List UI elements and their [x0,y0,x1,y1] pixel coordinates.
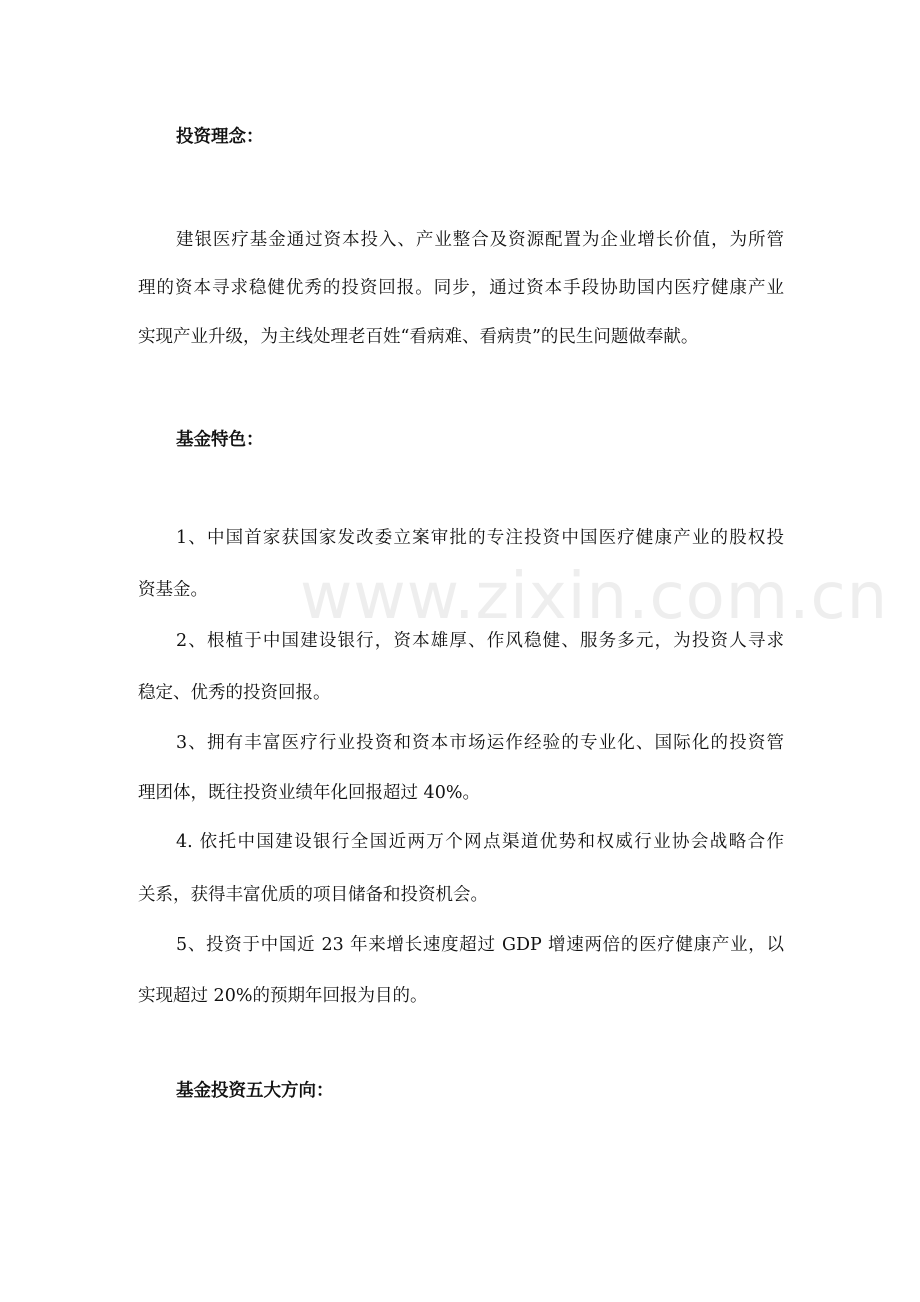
feature-item-4-line: 4. 依托中国建设银行全国近两万个网点渠道优势和权威行业协会战略合作 [176,832,784,852]
feature-item-1-line: 1、中国首家获国家发改委立案审批的专注投资中国医疗健康产业的股权投 [176,528,784,548]
heading-fund-features: 基金特色： [176,430,264,450]
watermark: www.zixin.com.cn [300,560,889,634]
philosophy-line: 实现产业升级，为主线处理老百姓“看病难、看病贵”的民生问题做奉献。 [138,327,699,347]
philosophy-line: 理的资本寻求稳健优秀的投资回报。同步，通过资本手段协助国内医疗健康产业 [138,278,784,298]
feature-item-2-line: 2、根植于中国建设银行，资本雄厚、作风稳健、服务多元，为投资人寻求 [176,631,784,651]
feature-item-2-line: 稳定、优秀的投资回报。 [138,683,331,703]
feature-item-1-line: 资基金。 [138,580,208,600]
heading-five-directions: 基金投资五大方向： [176,1081,334,1101]
feature-item-3-line: 3、拥有丰富医疗行业投资和资本市场运作经验的专业化、国际化的投资管 [176,733,784,753]
feature-item-5-line: 5、投资于中国近 23 年来增长速度超过 GDP 增速两倍的医疗健康产业，以 [176,935,784,955]
feature-item-3-line: 理团体，既往投资业绩年化回报超过 40%。 [138,783,480,803]
feature-item-4-line: 关系，获得丰富优质的项目储备和投资机会。 [138,885,488,905]
feature-item-5-line: 实现超过 20%的预期年回报为目的。 [138,986,428,1006]
heading-investment-philosophy: 投资理念： [176,127,264,147]
philosophy-line: 建银医疗基金通过资本投入、产业整合及资源配置为企业增长价值，为所管 [176,230,784,250]
